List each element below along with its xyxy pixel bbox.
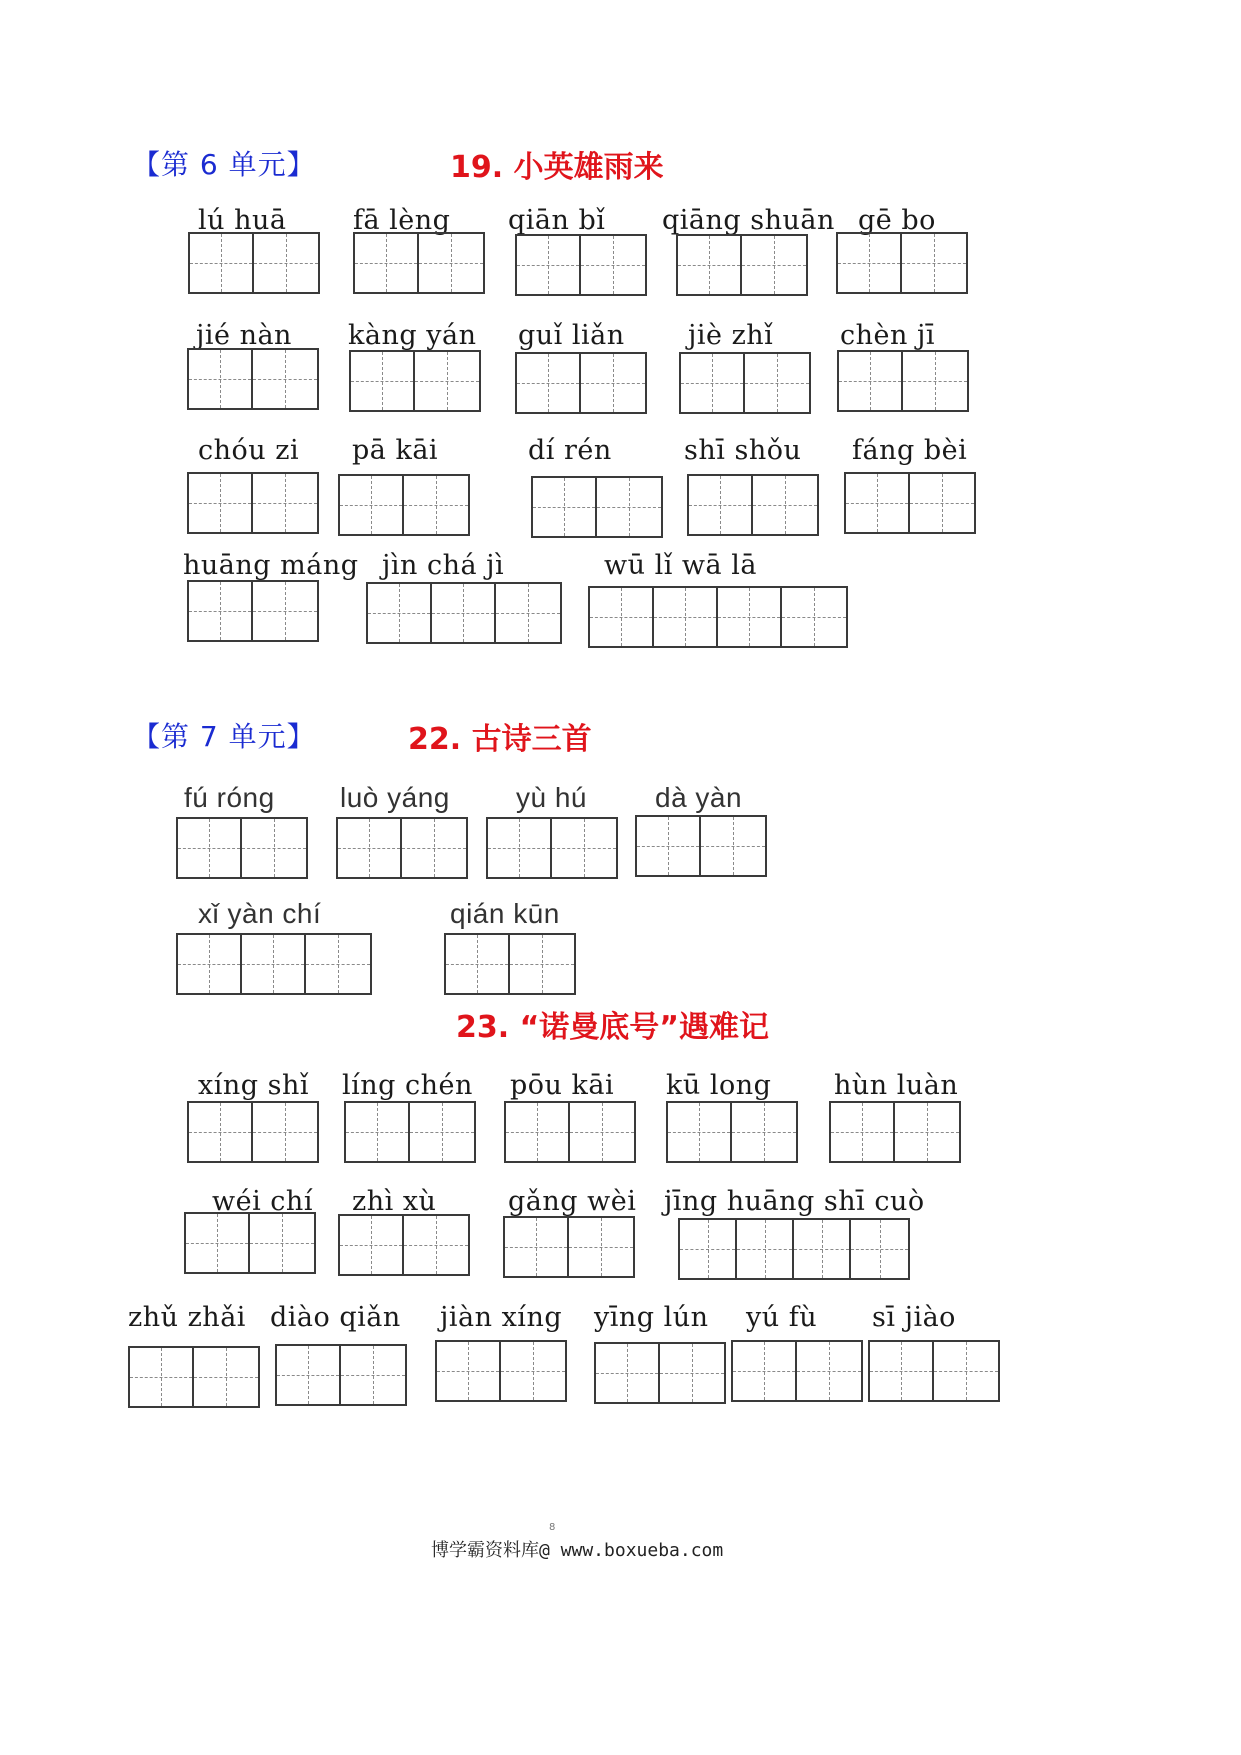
u6-tianzige-grid-1[interactable] (188, 232, 320, 294)
l22-tianzige-grid-3[interactable] (486, 817, 618, 879)
l22-tianzige-grid-2[interactable] (336, 817, 468, 879)
u6-pinyin-4: qiāng shuān (662, 205, 835, 236)
tianzige-cell[interactable] (660, 1344, 724, 1402)
tianzige-cell[interactable] (437, 1342, 501, 1400)
l22-pinyin-3: yù hú (516, 782, 587, 813)
tianzige-cell[interactable] (355, 234, 419, 292)
tianzige-cell[interactable] (910, 474, 974, 532)
tianzige-cell[interactable] (346, 1103, 410, 1161)
tianzige-cell[interactable] (533, 478, 597, 536)
l22-tianzige-grid-5[interactable] (176, 933, 372, 995)
tianzige-cell[interactable] (253, 474, 317, 532)
u6-tianzige-grid-13[interactable] (531, 476, 663, 538)
l23-pinyin-7: zhì xù (352, 1186, 437, 1217)
l23-tianzige-grid-8[interactable] (503, 1216, 635, 1278)
l23-tianzige-grid-12[interactable] (435, 1340, 567, 1402)
tianzige-cell[interactable] (254, 234, 318, 292)
u6-tianzige-grid-3[interactable] (515, 234, 647, 296)
tianzige-cell[interactable] (250, 1214, 314, 1272)
u6-tianzige-grid-14[interactable] (687, 474, 819, 536)
u6-tianzige-grid-15[interactable] (844, 472, 976, 534)
tianzige-cell[interactable] (415, 352, 479, 410)
u6-pinyin-14: shī shǒu (684, 435, 802, 466)
tianzige-cell[interactable] (505, 1218, 569, 1276)
tianzige-cell[interactable] (737, 1220, 794, 1278)
l23-tianzige-grid-5[interactable] (829, 1101, 961, 1163)
l23-tianzige-grid-15[interactable] (868, 1340, 1000, 1402)
tianzige-cell[interactable] (733, 1342, 797, 1400)
l22-pinyin-6: qián kūn (450, 898, 560, 929)
tianzige-cell[interactable] (178, 935, 242, 993)
l23-pinyin-2: líng chén (342, 1070, 473, 1101)
tianzige-cell[interactable] (432, 584, 496, 642)
tianzige-cell[interactable] (569, 1218, 633, 1276)
tianzige-cell[interactable] (402, 819, 466, 877)
tianzige-cell[interactable] (501, 1342, 565, 1400)
u6-pinyin-3: qiān bǐ (508, 205, 606, 236)
l22-tianzige-grid-4[interactable] (635, 815, 767, 877)
tianzige-cell[interactable] (190, 234, 254, 292)
tianzige-cell[interactable] (277, 1346, 341, 1404)
l23-pinyin-4: kū long (666, 1070, 772, 1101)
tianzige-cell[interactable] (903, 352, 967, 410)
u6-tianzige-grid-11[interactable] (187, 472, 319, 534)
tianzige-cell[interactable] (680, 1220, 737, 1278)
tianzige-cell[interactable] (654, 588, 718, 646)
tianzige-cell[interactable] (902, 234, 966, 292)
u6-tianzige-grid-9[interactable] (679, 352, 811, 414)
l23-tianzige-grid-14[interactable] (731, 1340, 863, 1402)
tianzige-cell[interactable] (797, 1342, 861, 1400)
tianzige-cell[interactable] (253, 350, 317, 408)
tianzige-cell[interactable] (678, 236, 742, 294)
tianzige-cell[interactable] (934, 1342, 998, 1400)
u6-pinyin-5: gē bo (858, 205, 936, 236)
tianzige-cell[interactable] (306, 935, 370, 993)
u6-tianzige-grid-17[interactable] (366, 582, 562, 644)
tianzige-cell[interactable] (189, 1103, 253, 1161)
tianzige-cell[interactable] (552, 819, 616, 877)
l23-pinyin-8: gǎng wèi (508, 1186, 637, 1217)
u6-pinyin-6: jié nàn (196, 320, 292, 351)
u6-pinyin-8: guǐ liǎn (518, 320, 625, 351)
l23-pinyin-13: yīng lún (594, 1302, 709, 1333)
l22-pinyin-4: dà yàn (655, 782, 743, 813)
tianzige-cell[interactable] (517, 354, 581, 412)
l23-tianzige-grid-1[interactable] (187, 1101, 319, 1163)
lesson-19-title: 19. 小英雄雨来 (450, 150, 664, 185)
u6-tianzige-grid-10[interactable] (837, 350, 969, 412)
tianzige-cell[interactable] (782, 588, 846, 646)
tianzige-cell[interactable] (340, 1216, 404, 1274)
u6-pinyin-15: fáng bèi (852, 435, 968, 466)
l22-pinyin-1: fú róng (184, 782, 275, 813)
tianzige-cell[interactable] (831, 1103, 895, 1161)
u6-pinyin-1: lú huā (198, 205, 287, 236)
tianzige-cell[interactable] (742, 236, 806, 294)
tianzige-cell[interactable] (488, 819, 552, 877)
tianzige-cell[interactable] (510, 935, 574, 993)
tianzige-cell[interactable] (253, 1103, 317, 1161)
l23-tianzige-grid-10[interactable] (128, 1346, 260, 1408)
u6-pinyin-18: wū lǐ wā lā (604, 550, 757, 581)
tianzige-cell[interactable] (590, 588, 654, 646)
l23-pinyin-11: diào qiǎn (270, 1302, 401, 1333)
tianzige-cell[interactable] (242, 819, 306, 877)
l23-pinyin-10: zhǔ zhǎi (128, 1302, 246, 1333)
l23-tianzige-grid-4[interactable] (666, 1101, 798, 1163)
tianzige-cell[interactable] (668, 1103, 732, 1161)
tianzige-cell[interactable] (242, 935, 306, 993)
l23-tianzige-grid-13[interactable] (594, 1342, 726, 1404)
u6-pinyin-13: dí rén (528, 435, 612, 466)
u6-pinyin-11: chóu zi (198, 435, 300, 466)
l22-tianzige-grid-1[interactable] (176, 817, 308, 879)
page-number: 8 (549, 1522, 556, 1533)
tianzige-cell[interactable] (404, 1216, 468, 1274)
tianzige-cell[interactable] (895, 1103, 959, 1161)
tianzige-cell[interactable] (194, 1348, 258, 1406)
u6-tianzige-grid-4[interactable] (676, 234, 808, 296)
u6-tianzige-grid-2[interactable] (353, 232, 485, 294)
l23-tianzige-grid-9[interactable] (678, 1218, 910, 1280)
tianzige-cell[interactable] (404, 476, 468, 534)
u6-tianzige-grid-7[interactable] (349, 350, 481, 412)
tianzige-cell[interactable] (681, 354, 745, 412)
tianzige-cell[interactable] (794, 1220, 851, 1278)
u6-pinyin-9: jiè zhǐ (688, 320, 774, 351)
l23-pinyin-3: pōu kāi (510, 1070, 615, 1101)
tianzige-cell[interactable] (745, 354, 809, 412)
tianzige-cell[interactable] (419, 234, 483, 292)
tianzige-cell[interactable] (596, 1344, 660, 1402)
tianzige-cell[interactable] (732, 1103, 796, 1161)
u6-pinyin-2: fā lèng (353, 205, 451, 236)
l22-pinyin-2: luò yáng (340, 782, 450, 813)
tianzige-cell[interactable] (338, 819, 402, 877)
u6-tianzige-grid-12[interactable] (338, 474, 470, 536)
tianzige-cell[interactable] (851, 1220, 908, 1278)
l23-pinyin-12: jiàn xíng (440, 1302, 563, 1333)
l23-pinyin-6: wéi chí (212, 1186, 313, 1217)
tianzige-cell[interactable] (689, 476, 753, 534)
tianzige-cell[interactable] (870, 1342, 934, 1400)
u6-pinyin-16: huāng máng (183, 550, 359, 581)
tianzige-cell[interactable] (446, 935, 510, 993)
u6-tianzige-grid-6[interactable] (187, 348, 319, 410)
tianzige-cell[interactable] (838, 234, 902, 292)
l23-tianzige-grid-6[interactable] (184, 1212, 316, 1274)
l22-tianzige-grid-6[interactable] (444, 933, 576, 995)
u6-pinyin-10: chèn jī (840, 320, 935, 351)
tianzige-cell[interactable] (718, 588, 782, 646)
tianzige-cell[interactable] (581, 236, 645, 294)
unit-7-label: 【第 7 单元】 (132, 720, 316, 753)
tianzige-cell[interactable] (189, 474, 253, 532)
l23-tianzige-grid-7[interactable] (338, 1214, 470, 1276)
u6-tianzige-grid-5[interactable] (836, 232, 968, 294)
tianzige-cell[interactable] (496, 584, 560, 642)
lesson-22-title: 22. 古诗三首 (408, 722, 592, 757)
tianzige-cell[interactable] (597, 478, 661, 536)
u6-pinyin-17: jìn chá jì (382, 550, 505, 581)
tianzige-cell[interactable] (517, 236, 581, 294)
lesson-23-title: 23. “诺曼底号”遇难记 (456, 1010, 770, 1045)
tianzige-cell[interactable] (701, 817, 765, 875)
tianzige-cell[interactable] (178, 819, 242, 877)
u6-tianzige-grid-18[interactable] (588, 586, 848, 648)
tianzige-cell[interactable] (351, 352, 415, 410)
unit-6-label: 【第 6 单元】 (132, 148, 316, 181)
l23-pinyin-5: hùn luàn (834, 1070, 959, 1101)
u6-tianzige-grid-16[interactable] (187, 580, 319, 642)
tianzige-cell[interactable] (846, 474, 910, 532)
l23-tianzige-grid-2[interactable] (344, 1101, 476, 1163)
tianzige-cell[interactable] (340, 476, 404, 534)
tianzige-cell[interactable] (189, 582, 253, 640)
u6-tianzige-grid-8[interactable] (515, 352, 647, 414)
footer-watermark: 博学霸资料库@ www.boxueba.com (431, 1540, 724, 1561)
tianzige-cell[interactable] (130, 1348, 194, 1406)
l23-pinyin-1: xíng shǐ (198, 1070, 309, 1101)
l23-pinyin-14: yú fù (746, 1302, 818, 1333)
tianzige-cell[interactable] (189, 350, 253, 408)
tianzige-cell[interactable] (341, 1346, 405, 1404)
tianzige-cell[interactable] (186, 1214, 250, 1272)
tianzige-cell[interactable] (637, 817, 701, 875)
tianzige-cell[interactable] (368, 584, 432, 642)
l23-tianzige-grid-3[interactable] (504, 1101, 636, 1163)
tianzige-cell[interactable] (506, 1103, 570, 1161)
tianzige-cell[interactable] (753, 476, 817, 534)
l23-pinyin-15: sī jiào (872, 1302, 956, 1333)
tianzige-cell[interactable] (839, 352, 903, 410)
u6-pinyin-12: pā kāi (352, 435, 439, 466)
l23-tianzige-grid-11[interactable] (275, 1344, 407, 1406)
tianzige-cell[interactable] (410, 1103, 474, 1161)
l22-pinyin-5: xǐ yàn chí (198, 898, 322, 929)
l23-pinyin-9: jīng huāng shī cuò (664, 1186, 925, 1217)
tianzige-cell[interactable] (253, 582, 317, 640)
tianzige-cell[interactable] (581, 354, 645, 412)
u6-pinyin-7: kàng yán (348, 320, 477, 351)
tianzige-cell[interactable] (570, 1103, 634, 1161)
